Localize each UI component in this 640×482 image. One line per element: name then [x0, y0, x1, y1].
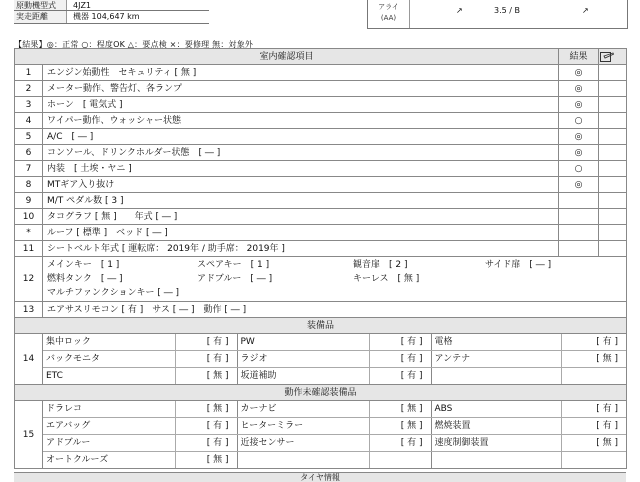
- unverified-title: 動作未確認装備品: [15, 385, 627, 401]
- item-result: [559, 241, 599, 257]
- item-number: 12: [15, 257, 43, 302]
- item-text: 内装 [ 土埃・ヤニ ]: [43, 161, 559, 177]
- item-note: [599, 241, 627, 257]
- mileage-value: 機器 104,647 km: [73, 12, 140, 21]
- result-header: 結果: [559, 49, 599, 65]
- item-number: 9: [15, 193, 43, 209]
- equipment-name: [431, 368, 561, 385]
- equipment-name: 燃焼装置: [431, 418, 561, 435]
- alignment-label: [368, 0, 410, 28]
- checklist-row: [15, 145, 627, 161]
- item-result: [559, 225, 599, 241]
- item-number: 6: [15, 145, 43, 161]
- unverified-header: [15, 385, 627, 401]
- side-door: サイド扉 [ ― ]: [485, 260, 552, 270]
- equipment-name: ETC: [43, 368, 175, 385]
- mileage-label: 実走距離: [14, 11, 67, 23]
- item-text: コンソール、ドリンクホルダー状態 [ ― ]: [43, 145, 559, 161]
- equipment-grid-row: [43, 452, 626, 469]
- item-text: エンジン始動性 セキュリティ [ 無 ]: [43, 65, 559, 81]
- equipment-name: バックモニタ: [43, 351, 175, 368]
- equipment-grid-row: [43, 418, 626, 435]
- item-result: ◎: [559, 65, 599, 81]
- item-result: ◎: [559, 177, 599, 193]
- equipment-value: [ 有 ]: [369, 368, 431, 385]
- item-12-row: [15, 257, 627, 302]
- item-note: [599, 193, 627, 209]
- checklist-row: [15, 193, 627, 209]
- equipment-name: 電格: [431, 334, 561, 351]
- vehicle-info-header: [14, 0, 626, 30]
- engine-model-value: 4JZ1: [73, 1, 92, 10]
- item-note: [599, 81, 627, 97]
- item-note: [599, 65, 627, 81]
- equipment-name: 坂道補助: [237, 368, 369, 385]
- equipment-name: ドラレコ: [43, 401, 175, 418]
- item-number: 2: [15, 81, 43, 97]
- main-key: メインキー [ 1 ]: [47, 260, 120, 270]
- item-text: ワイパー動作、ウォッシャー状態: [43, 113, 559, 129]
- item-result: ◎: [559, 129, 599, 145]
- equipment-value: [561, 452, 626, 469]
- equipment-name: 速度制御装置: [431, 435, 561, 452]
- item-text: ホーン [ 電気式 ]: [43, 97, 559, 113]
- keys-line-1: [47, 258, 622, 272]
- engine-model-label: 原動機型式: [14, 0, 67, 12]
- equipment-value: [ 無 ]: [561, 351, 626, 368]
- equipment-name: エアバッグ: [43, 418, 175, 435]
- checklist-row: [15, 129, 627, 145]
- equipment-value: [ 無 ]: [175, 452, 237, 469]
- item-note: [599, 97, 627, 113]
- equipment-grid: [43, 334, 626, 384]
- unverified-row: [15, 401, 627, 469]
- item-note: [599, 113, 627, 129]
- equipment-value: [ 無 ]: [175, 368, 237, 385]
- alignment-label-text: アライ (AA): [378, 3, 399, 22]
- equipment-name: アンテナ: [431, 351, 561, 368]
- equipment-value: [ 無 ]: [175, 401, 237, 418]
- item-note: [599, 145, 627, 161]
- item-result: ◎: [559, 145, 599, 161]
- item-note: [599, 161, 627, 177]
- item-result: [559, 209, 599, 225]
- alignment-value: 3.5 / B: [494, 6, 520, 15]
- item-note: [599, 129, 627, 145]
- equipment-value: [ 有 ]: [561, 401, 626, 418]
- equipment-name: PW: [237, 334, 369, 351]
- item-text: タコグラフ [ 無 ] 年式 [ ― ]: [43, 209, 559, 225]
- adblue: アドブルー [ ― ]: [197, 274, 273, 284]
- equipment-value: [ 無 ]: [369, 401, 431, 418]
- checklist-row: [15, 177, 627, 193]
- keyless: キーレス [ 無 ]: [353, 274, 420, 284]
- equipment-name: カーナビ: [237, 401, 369, 418]
- item-number: 7: [15, 161, 43, 177]
- item-text: シートベルト年式 [ 運転席： 2019年 / 助手席： 2019年 ]: [43, 241, 559, 257]
- item-number: 13: [15, 302, 43, 318]
- alignment-sep-2: ↗: [582, 6, 589, 15]
- checklist-row: [15, 161, 627, 177]
- equipment-value: [ 有 ]: [561, 418, 626, 435]
- equipment-grid-row: [43, 401, 626, 418]
- item-13-row: [15, 302, 627, 318]
- equipment-value: [ 無 ]: [369, 418, 431, 435]
- equipment-name: 近接センサー: [237, 435, 369, 452]
- item-text: メーター動作、警告灯、各ランプ: [43, 81, 559, 97]
- equipment-grid-row: [43, 368, 626, 385]
- equipment-title: 装備品: [15, 318, 627, 334]
- equipment-value: [ 有 ]: [369, 334, 431, 351]
- unverified-grid: [43, 401, 626, 468]
- equipment-value: [561, 368, 626, 385]
- equipment-name: 集中ロック: [43, 334, 175, 351]
- keys-line-3: マルチファンクションキー [ ― ]: [47, 288, 180, 298]
- notebook-icon: [599, 51, 615, 63]
- checklist-row: [15, 65, 627, 81]
- equipment-grid-row: [43, 351, 626, 368]
- item-result: ○: [559, 113, 599, 129]
- item-number: 15: [15, 401, 43, 469]
- equipment-value: [ 無 ]: [561, 435, 626, 452]
- item-number: 10: [15, 209, 43, 225]
- equipment-name: [237, 452, 369, 469]
- equipment-name: ラジオ: [237, 351, 369, 368]
- item-result: ◎: [559, 81, 599, 97]
- item-text: ルーフ [ 標準 ] ベッド [ ― ]: [43, 225, 559, 241]
- result-legend: 【結果】◎：正常 ○：程度OK △：要点検 ×：要修理 無：対象外: [14, 40, 254, 49]
- tire-info-header: タイヤ情報: [14, 472, 626, 482]
- equipment-value: [ 有 ]: [175, 435, 237, 452]
- item-note: [599, 225, 627, 241]
- fuel-tank: 燃料タンク [ ― ]: [47, 274, 123, 284]
- item-number: 3: [15, 97, 43, 113]
- equipment-name: ヒーターミラー: [237, 418, 369, 435]
- equipment-grid-row: [43, 334, 626, 351]
- equipment-grid-cell: [43, 334, 627, 385]
- equipment-name: [431, 452, 561, 469]
- checklist-row: [15, 225, 627, 241]
- equipment-value: [ 有 ]: [175, 418, 237, 435]
- equipment-value: [369, 452, 431, 469]
- spare-key: スペアキー [ 1 ]: [197, 260, 270, 270]
- checklist-row: [15, 97, 627, 113]
- equipment-row: [15, 334, 627, 385]
- item-result: [559, 193, 599, 209]
- keys-info: [43, 257, 627, 302]
- item-number: *: [15, 225, 43, 241]
- item-number: 11: [15, 241, 43, 257]
- item-text: M/T ペダル数 [ 3 ]: [43, 193, 559, 209]
- item-note: [599, 177, 627, 193]
- table-header: [15, 49, 627, 65]
- equipment-name: アドブルー: [43, 435, 175, 452]
- equipment-value: [ 有 ]: [561, 334, 626, 351]
- equipment-header: [15, 318, 627, 334]
- item-number: 1: [15, 65, 43, 81]
- item-number: 8: [15, 177, 43, 193]
- item-number: 5: [15, 129, 43, 145]
- item-text: A/C [ ― ]: [43, 129, 559, 145]
- equipment-value: [ 有 ]: [369, 351, 431, 368]
- mileage-row: [14, 10, 209, 24]
- alignment-sep-1: ↗: [456, 6, 463, 15]
- equipment-value: [ 有 ]: [175, 334, 237, 351]
- item-note: [599, 209, 627, 225]
- alignment-box: [367, 0, 628, 29]
- item-result: ○: [559, 161, 599, 177]
- item-number: 14: [15, 334, 43, 385]
- equipment-value: [ 有 ]: [369, 435, 431, 452]
- checklist-row: [15, 81, 627, 97]
- air-suspension-remote: エアサスリモコン [ 有 ] サス [ ― ] 動作 [ ― ]: [43, 302, 627, 318]
- checklist-row: [15, 209, 627, 225]
- checklist-row: [15, 241, 627, 257]
- equipment-name: ABS: [431, 401, 561, 418]
- unverified-grid-cell: [43, 401, 627, 469]
- equipment-grid-row: [43, 435, 626, 452]
- item-number: 4: [15, 113, 43, 129]
- inspection-table: [14, 48, 627, 469]
- keys-line-2: [47, 272, 622, 286]
- checklist-row: [15, 113, 627, 129]
- rear-door: 観音扉 [ 2 ]: [353, 260, 408, 270]
- item-text: MTギア入り抜け: [43, 177, 559, 193]
- edit-icon-cell: [599, 49, 627, 65]
- equipment-name: オートクルーズ: [43, 452, 175, 469]
- item-result: ◎: [559, 97, 599, 113]
- equipment-value: [ 有 ]: [175, 351, 237, 368]
- interior-check-title: 室内確認項目: [15, 49, 559, 65]
